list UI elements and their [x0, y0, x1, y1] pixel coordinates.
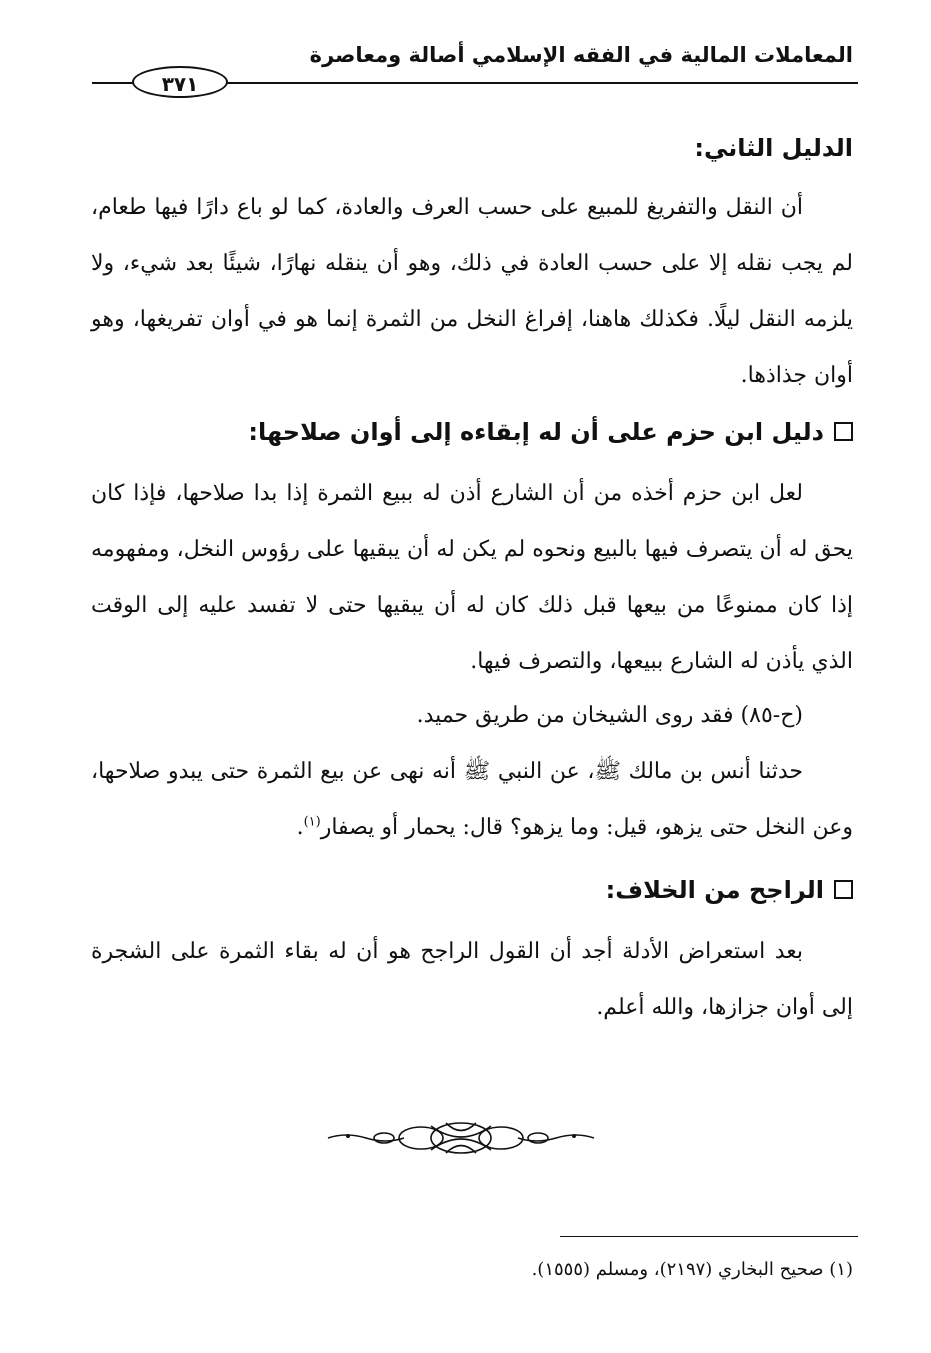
- hadith-end: .: [296, 815, 304, 840]
- paragraph-preponderant: [91, 924, 853, 1036]
- paragraph-text: لعل ابن حزم أخذه من أن الشارع أذن له ببيع الثمرة إذا بدا صلاحها، فإذا كان يحق له أن يتصرف فيها بالبيع ونحوه لم يكن له أن يبقيها على رؤوس النخل، ومفهومه إذا كان ممنوعًا من بيعها قبل ذلك كان له أن يبقيها حتى لا تفسد عليه إلى الوقت الذي يأذن له الشارع ببيعها، والتصرف فيها.: [91, 481, 853, 674]
- ornament-divider-icon: [326, 1118, 596, 1158]
- section-heading-second-evidence: [91, 130, 853, 166]
- paragraph-second-evidence: [91, 180, 853, 404]
- hadith-text: [91, 744, 853, 856]
- running-title: المعاملات المالية في الفقه الإسلامي أصالة ومعاصرة: [309, 43, 853, 67]
- hadith-text-block: [91, 744, 853, 856]
- section-heading-text: الراجح من الخلاف:: [605, 876, 824, 904]
- footnote-rule: [560, 1236, 858, 1237]
- square-bullet-icon: [834, 880, 853, 899]
- section-heading-text: الدليل الثاني:: [694, 134, 853, 162]
- square-bullet-icon: [834, 422, 853, 441]
- section-heading-text: دليل ابن حزم على أن له إبقاءه إلى أوان صلاحها:: [248, 418, 824, 446]
- footnote-1: [91, 1256, 853, 1284]
- hadith-body: حدثنا أنس بن مالك ﷺ، عن النبي ﷺ أنه نهى عن بيع الثمرة حتى يبدو صلاحها، وعن النخل حتى يزهو، قيل: وما يزهو؟ قال: يحمار أو يصفار: [91, 759, 853, 840]
- footnote-marker[interactable]: (١): [303, 814, 321, 830]
- page-number: ٣٧١: [132, 66, 228, 98]
- section-heading-preponderant: [91, 872, 853, 908]
- paragraph-text: أن النقل والتفريغ للمبيع على حسب العرف والعادة، كما لو باع دارًا فيها طعام، لم يجب نقله إلا على حسب العادة في ذلك، وهو أن ينقله نهارًا، شيئًا بعد شيء، ولا يلزمه النقل ليلًا. فكذلك هاهنا، إفراغ النخل من الثمرة إنما هو في أوان تفريغها، وهو أوان جذاذها.: [91, 195, 853, 388]
- paragraph-ibn-hazm: [91, 466, 853, 690]
- footnote-marker: (١): [829, 1259, 853, 1280]
- hadith-reference: [91, 688, 853, 744]
- footnote-text: صحيح البخاري (٢١٩٧)، ومسلم (١٥٥٥).: [531, 1259, 824, 1280]
- paragraph-text: بعد استعراض الأدلة أجد أن القول الراجح هو أن له بقاء الثمرة على الشجرة إلى أوان جزازها، والله أعلم.: [91, 939, 853, 1020]
- hadith-ref-text: (ح-٨٥) فقد روى الشيخان من طريق حميد.: [416, 703, 803, 728]
- section-heading-ibn-hazm: [91, 414, 853, 450]
